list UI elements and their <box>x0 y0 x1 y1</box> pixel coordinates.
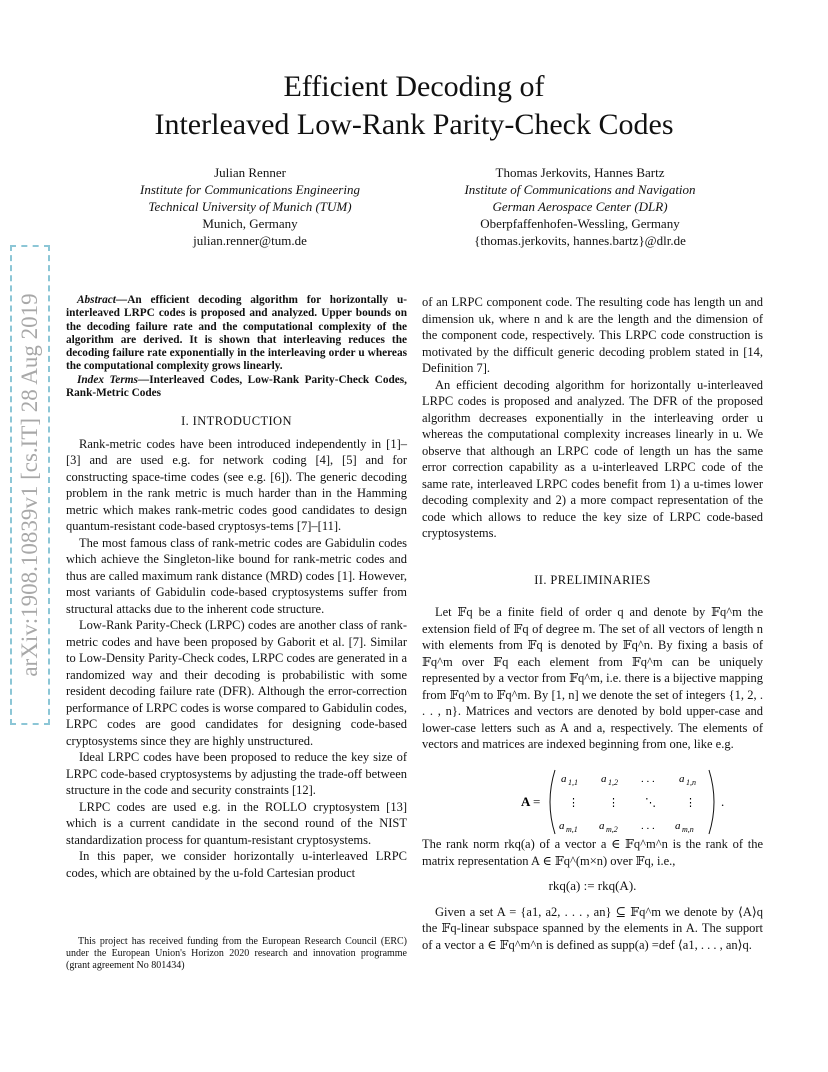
paragraph: Low-Rank Parity-Check (LRPC) codes are another class of rank-metric codes and have been proposed by Gaborit et al. [7]. Similar to Low-Density Parity-Check codes, LRPC codes are generated in a randomized way and their decoding is probabilistic with some resident decoding failure rate (DFR). Although the error-correction performance of LRPC codes is worse compared to Gabidulin codes, LRPC codes are good candidates for designing code-based cryptosystems since they are highly unstructured. <box>66 618 407 748</box>
section-heading: I. INTRODUCTION <box>181 414 292 429</box>
paragraph: The rank norm rkq(a) of a vector a ∈ 𝔽q^m^n is the rank of the matrix representation A ∈ 𝔽q^(m×n) over 𝔽q, i.e., <box>422 837 763 868</box>
arxiv-id: arXiv:1908.10839v1 [cs.IT] 28 Aug 2019 <box>17 293 42 677</box>
paragraph: Given a set A = {a1, a2, . . . , an} ⊆ 𝔽q^m we denote by ⟨A⟩q the 𝔽q-linear subspace spanned by the elements in A. The support of a vector a ∈ 𝔽q^m^n is defined as supp(a) =def ⟨a1, . . . , an⟩q. <box>422 904 763 952</box>
svg-text:.: . <box>721 794 725 809</box>
matrix-equation <box>423 766 763 838</box>
section-heading: II. PRELIMINARIES <box>534 572 651 587</box>
author-email[interactable]: julian.renner@tum.de <box>193 233 307 248</box>
svg-text:a: a <box>679 773 685 785</box>
svg-text:a: a <box>675 820 681 832</box>
svg-text:1,1: 1,1 <box>568 778 578 787</box>
right-column <box>422 294 763 753</box>
svg-text:⋱: ⋱ <box>645 797 656 809</box>
abstract-label: Abstract— <box>77 294 128 306</box>
svg-text:1,n: 1,n <box>686 778 696 787</box>
author-affiliation: Institute of Communications and Navigation <box>464 182 696 197</box>
svg-text:m,1: m,1 <box>566 825 578 834</box>
svg-text:a: a <box>601 773 607 785</box>
svg-text:⋮: ⋮ <box>685 797 696 809</box>
paragraph: of an LRPC component code. The resulting code has length un and dimension uk, where n and k are the length and the dimension of the component code, respectively. This LRPC code construction is motivated by the difficult generic decoding problem stated in [14, Definition 7]. <box>422 295 763 375</box>
svg-text:a: a <box>599 820 605 832</box>
footnote-text: This project has received funding from the European Research Council (ERC) under the European Union's Horizon 2020 research and innovation programme (grant agreement No 801434) <box>66 936 407 971</box>
abstract-text: An efficient decoding algorithm for horizontally u-interleaved LRPC codes is proposed and analyzed. Upper bounds on the decoding failure rate and the computational complexity of the algorithm are derived. It is shown that interleaving reduces the decoding failure rate exponentially in the interleaving order u whereas the computational complexity grows linearly. <box>66 294 407 373</box>
svg-text:1,2: 1,2 <box>608 778 618 787</box>
author-location: Munich, Germany <box>202 216 298 231</box>
svg-text:m,2: m,2 <box>606 825 618 834</box>
author-block-1 <box>110 164 390 249</box>
abstract <box>66 294 407 400</box>
title-line-2: Interleaved Low-Rank Parity-Check Codes <box>154 108 674 141</box>
paper-title <box>0 68 828 144</box>
svg-text:m,n: m,n <box>682 825 694 834</box>
rank-equation: rkq(a) := rkq(A). <box>548 878 637 893</box>
author-name: Thomas Jerkovits, Hannes Bartz <box>495 165 665 180</box>
paragraph: In this paper, we consider horizontally u-interleaved LRPC codes, which are obtained by the u-fold Cartesian product <box>66 849 407 880</box>
paragraph: The most famous class of rank-metric codes are Gabidulin codes which achieve the Singleton-like bound for rank-metric codes and thus are called maximum rank distance (MRD) codes [1]. However, most variants of Gabidulin code-based cryptosystems suffer from structural attacks due to the inherent code structure. <box>66 535 407 616</box>
svg-text:⋮: ⋮ <box>568 797 579 809</box>
paragraph: LRPC codes are used e.g. in the ROLLO cryptosystem [13] which is a current candidate in the second round of the NIST standardization process for quantum-resistant cryptosystems. <box>66 799 407 847</box>
title-line-1: Efficient Decoding of <box>283 70 545 103</box>
paragraph: Rank-metric codes have been introduced independently in [1]–[3] and are used e.g. for network coding [4], [5] and for constructing space-time codes (see e.g. [6]). The generic decoding problem in the rank metric is much harder than in the Hamming metric which makes rank-metric codes good candidates to design quantum-resistant code-based cryptosys-tems [7]–[11]. <box>66 436 407 534</box>
svg-text:⋮: ⋮ <box>608 797 619 809</box>
author-block-2 <box>425 164 735 249</box>
index-terms-label: Index Terms— <box>77 373 150 386</box>
svg-text:a: a <box>561 773 567 785</box>
svg-text:. . .: . . . <box>641 820 655 832</box>
author-affiliation: German Aerospace Center (DLR) <box>492 199 668 214</box>
author-email[interactable]: {thomas.jerkovits, hannes.bartz}@dlr.de <box>474 233 686 248</box>
arxiv-sidebar <box>10 245 50 725</box>
author-location: Oberpfaffenhofen-Wessling, Germany <box>480 216 680 231</box>
svg-text:. . .: . . . <box>641 773 655 785</box>
svg-text:a: a <box>559 820 565 832</box>
paragraph: Let 𝔽q be a finite field of order q and denote by 𝔽q^m the extension field of 𝔽q of degree m. The set of all vectors of length n with elements from 𝔽q is denoted by 𝔽q^n. By fixing a basis of 𝔽q^m over 𝔽q each element from 𝔽q^m can be uniquely represented by a vector from 𝔽q^m, i.e. there is a bijective mapping from 𝔽q^m to 𝔽q^m. By [1, n] we denote the set of integers {1, 2, . . . , n}. Matrices and vectors are denoted by bold upper-case and lower-case letters such as A and a, respectively. The elements of vectors and matrices are indexed beginning from one, like e.g. <box>422 605 763 751</box>
svg-text:=: = <box>533 794 541 809</box>
paragraph: An efficient decoding algorithm for horizontally u-interleaved LRPC codes is proposed and analyzed. The DFR of the proposed algorithm decreases exponentially in the interleaving order u whereas the computational complexity increases linearly in u. We observe that although an LRPC code of length un has the same error correction capability as a u-interleaved LRPC code of the same rate, interleaved LRPC codes benefit from 1) a u-times lower decoding complexity and 2) a more compact representation of the code which allows to reduce the key size of LRPC code-based cryptosystems. <box>422 377 763 540</box>
svg-text:A: A <box>521 794 531 809</box>
left-column <box>66 294 407 881</box>
author-affiliation: Institute for Communications Engineering <box>140 182 360 197</box>
paragraph: Ideal LRPC codes have been proposed to reduce the key size of LRPC code-based cryptosystems by adjusting the trade-off between structure in the code and security constraints [12]. <box>66 750 407 798</box>
index-terms-text: Interleaved Codes, Low-Rank Parity-Check Codes, Rank-Metric Codes <box>66 373 407 400</box>
right-column-continued <box>422 836 763 953</box>
author-name: Julian Renner <box>214 165 286 180</box>
author-affiliation: Technical University of Munich (TUM) <box>148 199 352 214</box>
footnote <box>66 936 407 972</box>
